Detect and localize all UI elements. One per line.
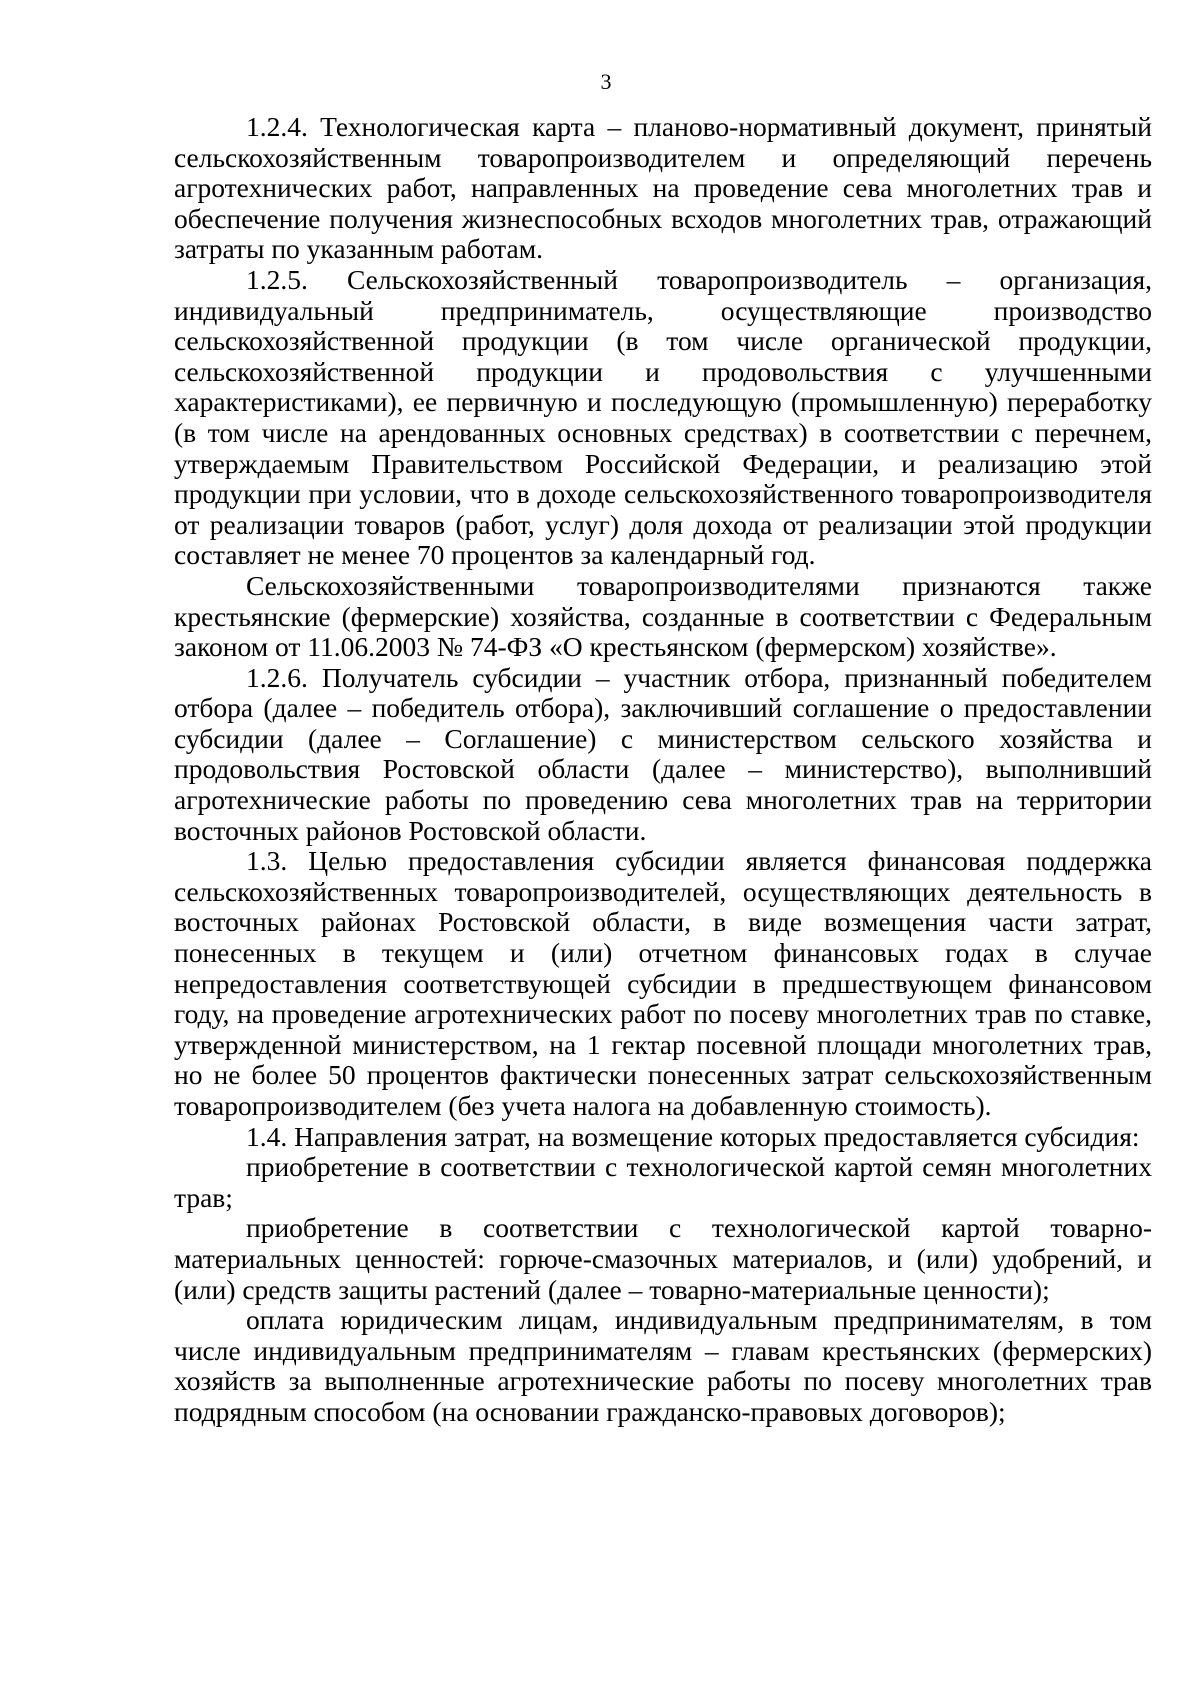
page-number: 3 (600, 69, 612, 94)
list-item-seeds: приобретение в соответствии с технологической картой семян многолетних трав; (174, 1151, 1152, 1213)
document-body (174, 112, 1152, 1428)
list-item-materials: приобретение в соответствии с технологической картой товарно-материальных ценностей: горюче-смазочных материалов, и (или) удобрений, и (или) средств защиты растений (далее – товарно-материальные ценности); (174, 1212, 1152, 1305)
list-item-payment: оплата юридическим лицам, индивидуальным предпринимателям, в том числе индивидуальным предпринимателям – главам крестьянских (фермерских) хозяйств за выполненные агротехнические работы по посеву многолетних трав подрядным способом (на основании гражданско-правовых договоров); (174, 1304, 1152, 1427)
paragraph-1-2-5: 1.2.5. Сельскохозяйственный товаропроизводитель – организация, индивидуальный предприниматель, осуществляющие производство сельскохозяйственной продукции (в том числе органической продукции, сельскохозяйственной продукции и продовольствия с улучшенными характеристиками), ее первичную и последующую (промышленную) переработку (в том числе на арендованных основных средствах) в соответствии с перечнем, утверждаемым Правительством Российской Федерации, и реализацию этой продукции при условии, что в доходе сельскохозяйственного товаропроизводителя от реализации товаров (работ, услуг) доля дохода от реализации этой продукции составляет не менее 70 процентов за календарный год. (174, 263, 1152, 571)
paragraph-1-4: 1.4. Направления затрат, на возмещение которых предоставляется субсидия: (246, 1120, 1140, 1152)
paragraph-1-2-4: 1.2.4. Технологическая карта – планово-нормативный документ, принятый сельскохозяйственным товаропроизводителем и определяющий перечень агротехнических работ, направленных на проведение сева многолетних трав и обеспечение получения жизнеспособных всходов многолетних трав, отражающий затраты по указанным работам. (174, 111, 1152, 265)
paragraph-farms: Сельскохозяйственными товаропроизводителями признаются также крестьянские (фермерские) хозяйства, созданные в соответствии с Федеральным законом от 11.06.2003 № 74-ФЗ «О крестьянском (фермерском) хозяйстве». (174, 569, 1152, 663)
paragraph-1-3: 1.3. Целью предоставления субсидии является финансовая поддержка сельскохозяйственных товаропроизводителей, осуществляющих деятельность в восточных районах Ростовской области, в виде возмещения части затрат, понесенных в текущем и (или) отчетном финансовых годах в случае непредоставления соответствующей субсидии в предшествующем финансовом году, на проведение агротехнических работ по посеву многолетних трав по ставке, утвержденной министерством, на 1 гектар посевной площади многолетних трав, но не более 50 процентов фактически понесенных затрат сельскохозяйственным товаропроизводителем (без учета налога на добавленную стоимость). (174, 845, 1152, 1121)
paragraph-1-2-6: 1.2.6. Получатель субсидии – участник отбора, признанный победителем отбора (далее – победитель отбора), заключивший соглашение о предоставлении субсидии (далее – Соглашение) с министерством сельского хозяйства и продовольствия Ростовской области (далее – министерство), выполнивший агротехнические работы по проведению сева многолетних трав на территории восточных районов Ростовской области. (174, 661, 1152, 846)
